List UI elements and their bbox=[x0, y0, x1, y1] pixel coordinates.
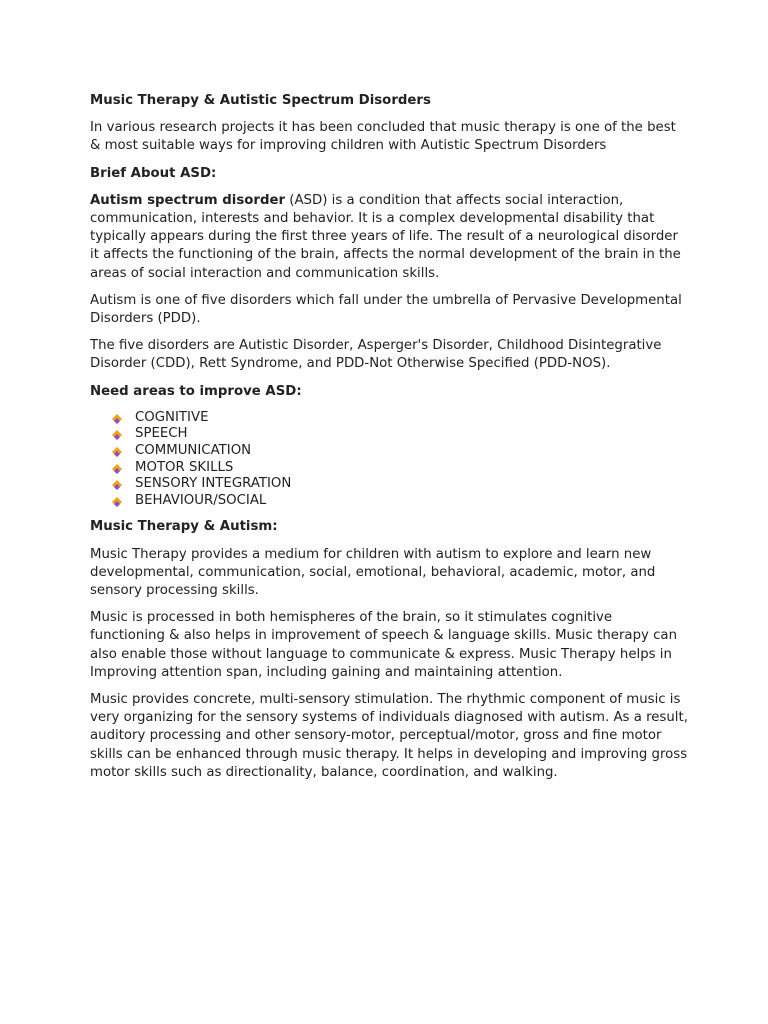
intro-paragraph: In various research projects it has been concluded that music therapy is one of the best & most suitable ways for improving children with Autistic Spectrum Disorders bbox=[90, 120, 676, 154]
list-item bbox=[112, 460, 690, 477]
need-area-label: COGNITIVE bbox=[135, 409, 209, 425]
music-therapy-paragraph-2: Music is processed in both hemispheres of the brain, so it stimulates cognitive functioning & also helps in improvement of speech & language skills. Music therapy can also enable those without language to communicate & express. Music Therapy helps in Improving attention span, including gaining and maintaining attention. bbox=[90, 610, 678, 680]
diamond-bullet-icon bbox=[112, 430, 122, 440]
five-disorders-paragraph: The five disorders are Autistic Disorder, Asperger's Disorder, Childhood Disintegrative Disorder (CDD), Rett Syndrome, and PDD-Not Otherwise Specified (PDD-NOS). bbox=[90, 338, 662, 372]
need-area-label: BEHAVIOUR/SOCIAL bbox=[135, 492, 267, 508]
asd-definition-text: (ASD) is a condition that affects social interaction, communication, interests and behavior. It is a complex developmental disability that typically appears during the first three years of life. The result of a neurological disorder it affects the functioning of the brain, affects the normal development of the brain in the areas of social interaction and communication skills. bbox=[90, 192, 681, 281]
music-therapy-paragraph-1: Music Therapy provides a medium for children with autism to explore and learn new developmental, communication, social, emotional, behavioral, academic, motor, and sensory processing skills. bbox=[90, 546, 656, 599]
diamond-bullet-icon bbox=[112, 447, 122, 457]
diamond-bullet-icon bbox=[112, 497, 122, 507]
list-item bbox=[112, 443, 690, 460]
list-item bbox=[112, 410, 690, 427]
asd-definition-paragraph bbox=[90, 192, 690, 283]
document-title: Music Therapy & Autistic Spectrum Disorders bbox=[90, 93, 431, 108]
diamond-bullet-icon bbox=[112, 480, 122, 490]
list-item bbox=[112, 493, 690, 510]
need-area-label: SPEECH bbox=[135, 426, 188, 442]
brief-about-asd-heading: Brief About ASD: bbox=[90, 165, 217, 181]
music-therapy-paragraph-3: Music provides concrete, multi-sensory stimulation. The rhythmic component of music is very organizing for the sensory systems of individuals diagnosed with autism. As a result, auditory processing and other sensory-motor, perceptual/motor, gross and fine motor skills can be enhanced through music therapy. It helps in developing and improving gross motor skills such as directionality, balance, coordination, and walking. bbox=[90, 692, 688, 780]
music-therapy-autism-heading: Music Therapy & Autism: bbox=[90, 519, 278, 535]
need-area-label: SENSORY INTEGRATION bbox=[135, 476, 292, 492]
list-item bbox=[112, 476, 690, 493]
need-area-label: MOTOR SKILLS bbox=[135, 459, 234, 475]
diamond-bullet-icon bbox=[112, 414, 122, 424]
need-area-label: COMMUNICATION bbox=[135, 443, 252, 459]
pdd-paragraph: Autism is one of five disorders which fall under the umbrella of Pervasive Developmental Disorders (PDD). bbox=[90, 292, 682, 327]
asd-term: Autism spectrum disorder bbox=[90, 192, 286, 208]
list-item bbox=[112, 426, 690, 443]
need-areas-heading: Need areas to improve ASD: bbox=[90, 383, 302, 399]
document-page bbox=[90, 92, 690, 791]
need-areas-list bbox=[90, 410, 690, 510]
diamond-bullet-icon bbox=[112, 464, 122, 474]
